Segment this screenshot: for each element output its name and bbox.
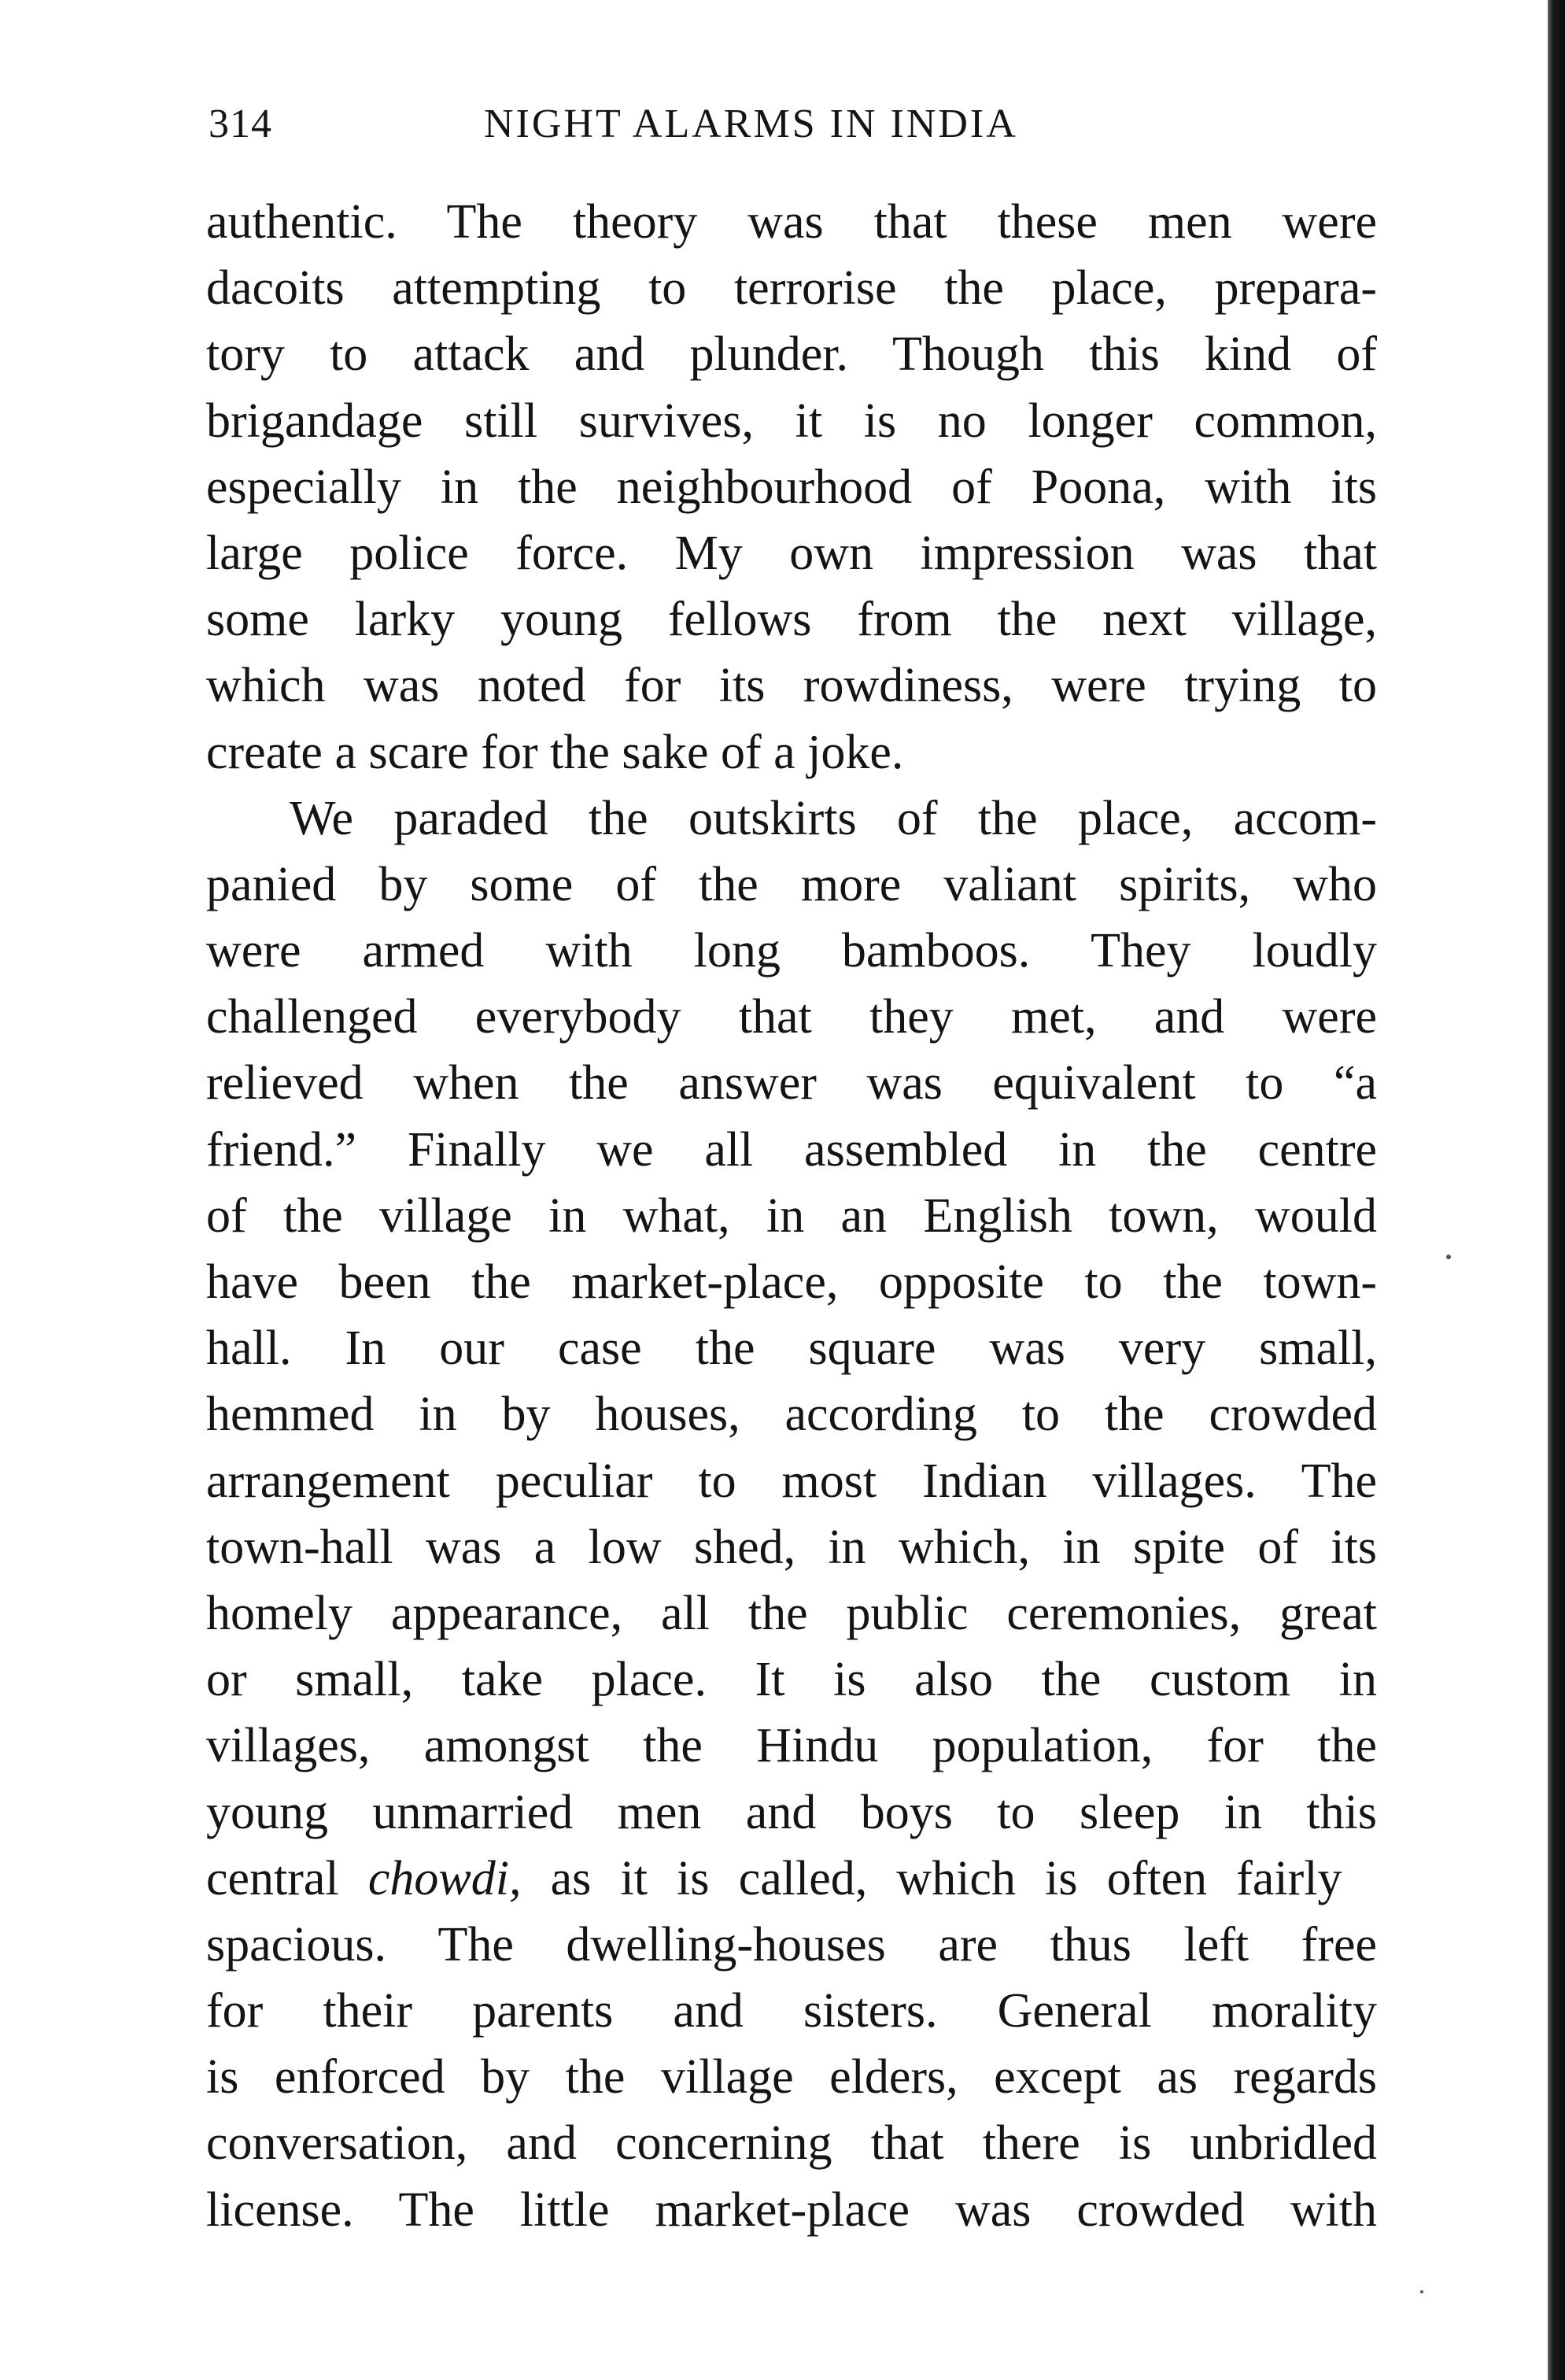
print-speck bbox=[1420, 2290, 1423, 2293]
text-line: license. The little market-place was crowded with bbox=[206, 2182, 1377, 2237]
text-line: authentic. The theory was that these men were bbox=[206, 195, 1377, 249]
text-line: dacoits attempting to terrorise the place, prepara- bbox=[206, 261, 1377, 316]
text-line-paragraph-start: We paraded the outskirts of the place, accom- bbox=[290, 791, 1377, 845]
text-line: or small, take place. It is also the custom in bbox=[206, 1653, 1377, 1707]
text-line: especially in the neighbourhood of Poona, with its bbox=[206, 460, 1377, 514]
text-line: tory to attack and plunder. Though this kind of bbox=[206, 327, 1377, 382]
text-line: friend.” Finally we all assembled in the centre bbox=[206, 1122, 1377, 1177]
text-line: conversation, and concerning that there is unbridled bbox=[206, 2116, 1377, 2171]
text-line: hall. In our case the square was very small, bbox=[206, 1321, 1377, 1376]
text-line: villages, amongst the Hindu population, for the bbox=[206, 1719, 1377, 1773]
text-line: hemmed in by houses, according to the crowded bbox=[206, 1388, 1377, 1442]
text-line: some larky young fellows from the next village, bbox=[206, 593, 1377, 647]
text-run: central bbox=[206, 1851, 368, 1905]
text-line: of the village in what, in an English town, would bbox=[206, 1188, 1377, 1243]
text-line: have been the market-place, opposite to the town- bbox=[206, 1255, 1377, 1309]
text-line: is enforced by the village elders, except as regards bbox=[206, 2050, 1377, 2105]
italic-term-chowdi: chowdi, bbox=[367, 1851, 522, 1905]
text-line: challenged everybody that they met, and were bbox=[206, 990, 1377, 1044]
text-line: for their parents and sisters. General morality bbox=[206, 1984, 1377, 2038]
text-run: as it is called, which is often fairly bbox=[521, 1851, 1342, 1905]
text-line: create a scare for the sake of a joke. bbox=[206, 725, 904, 779]
text-line: homely appearance, all the public ceremonies, great bbox=[206, 1586, 1377, 1640]
text-line: large police force. My own impression was that bbox=[206, 526, 1377, 580]
text-line: panied by some of the more valiant spirits, who bbox=[206, 857, 1377, 911]
binding-gutter-edge bbox=[1548, 0, 1565, 2380]
running-head bbox=[209, 101, 1373, 156]
text-line: which was noted for its rowdiness, were trying to bbox=[206, 659, 1377, 713]
print-speck bbox=[1446, 1255, 1451, 1259]
text-line: relieved when the answer was equivalent to “a bbox=[206, 1056, 1377, 1111]
text-line: young unmarried men and boys to sleep in this bbox=[206, 1785, 1377, 1839]
text-line: arrangement peculiar to most Indian villages. The bbox=[206, 1454, 1377, 1508]
text-line-with-italic bbox=[206, 1846, 1377, 1912]
text-line: town-hall was a low shed, in which, in spite of its bbox=[206, 1520, 1377, 1574]
body-text bbox=[206, 189, 1377, 2243]
text-line: were armed with long bamboos. They loudly bbox=[206, 924, 1377, 978]
page-number: 314 bbox=[209, 102, 272, 146]
running-head-title: NIGHT ALARMS IN INDIA bbox=[484, 102, 1018, 146]
text-line: spacious. The dwelling-houses are thus left free bbox=[206, 1917, 1377, 1972]
text-line: brigandage still survives, it is no longer common, bbox=[206, 394, 1377, 448]
